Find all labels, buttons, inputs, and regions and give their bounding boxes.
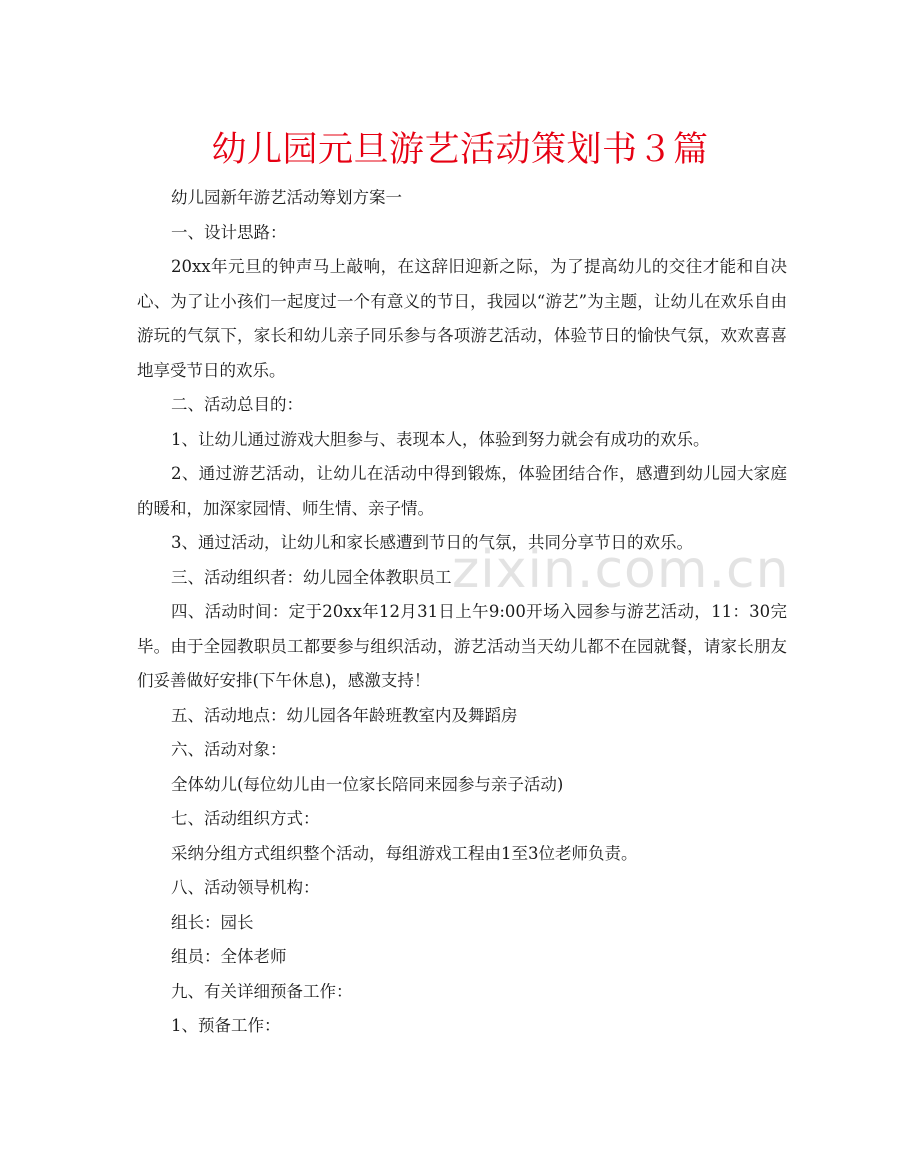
- section-heading: 七、活动组织方式：: [171, 809, 320, 828]
- section-heading: 六、活动对象：: [171, 740, 287, 759]
- document-body: [137, 181, 787, 1044]
- section-heading: 五、活动地点：幼儿园各年龄班教室内及舞蹈房: [171, 705, 518, 725]
- paragraph: 3、通过活动，让幼儿和家长感遭到节日的气氛，共同分享节日的欢乐。: [171, 533, 693, 552]
- paragraph: 幼儿园新年游艺活动筹划方案一: [171, 188, 402, 207]
- paragraph: 组长：园长: [171, 912, 254, 932]
- section-heading: 三、活动组织者：幼儿园全体教职员工: [171, 567, 452, 587]
- document-title: 幼儿园元旦游艺活动策划书３篇: [211, 130, 709, 170]
- paragraph: 四、活动时间：定于20xx年12月31日上午9:00开场入园参与游艺活动，11：30完毕。由于全园教职员工都要参与组织活动，游艺活动当天幼儿都不在园就餐，请家长朋友们妥善做好安排(下午休息)，感激支持！: [137, 602, 787, 690]
- section-heading: 二、活动总目的：: [171, 395, 303, 414]
- section-heading: 九、有关详细预备工作：: [171, 981, 353, 1001]
- paragraph: 组员：全体老师: [171, 947, 287, 966]
- section-heading: 八、活动领导机构：: [171, 878, 320, 897]
- paragraph: 采纳分组方式组织整个活动，每组游戏工程由1至3位老师负责。: [171, 843, 638, 863]
- paragraph: 2、通过游艺活动，让幼儿在活动中得到锻炼，体验团结合作，感遭到幼儿园大家庭的暖和，加深家园情、师生情、亲子情。: [137, 464, 787, 518]
- paragraph: 1、让幼儿通过游戏大胆参与、表现本人，体验到努力就会有成功的欢乐。: [171, 429, 710, 449]
- section-heading: 一、设计思路：: [171, 222, 287, 242]
- paragraph: 全体幼儿(每位幼儿由一位家长陪同来园参与亲子活动): [171, 774, 564, 794]
- watermark: zixin.com.cn: [452, 540, 790, 600]
- paragraph: 20xx年元旦的钟声马上敲响，在这辞旧迎新之际，为了提高幼儿的交往才能和自决心、为了让小孩们一起度过一个有意义的节日，我园以“游艺”为主题，让幼儿在欢乐自由游玩的气氛下，家长和幼儿亲子同乐参与各项游艺活动，体验节日的愉快气氛，欢欢喜喜地享受节日的欢乐。: [137, 257, 787, 380]
- paragraph: 1、预备工作：: [171, 1016, 281, 1035]
